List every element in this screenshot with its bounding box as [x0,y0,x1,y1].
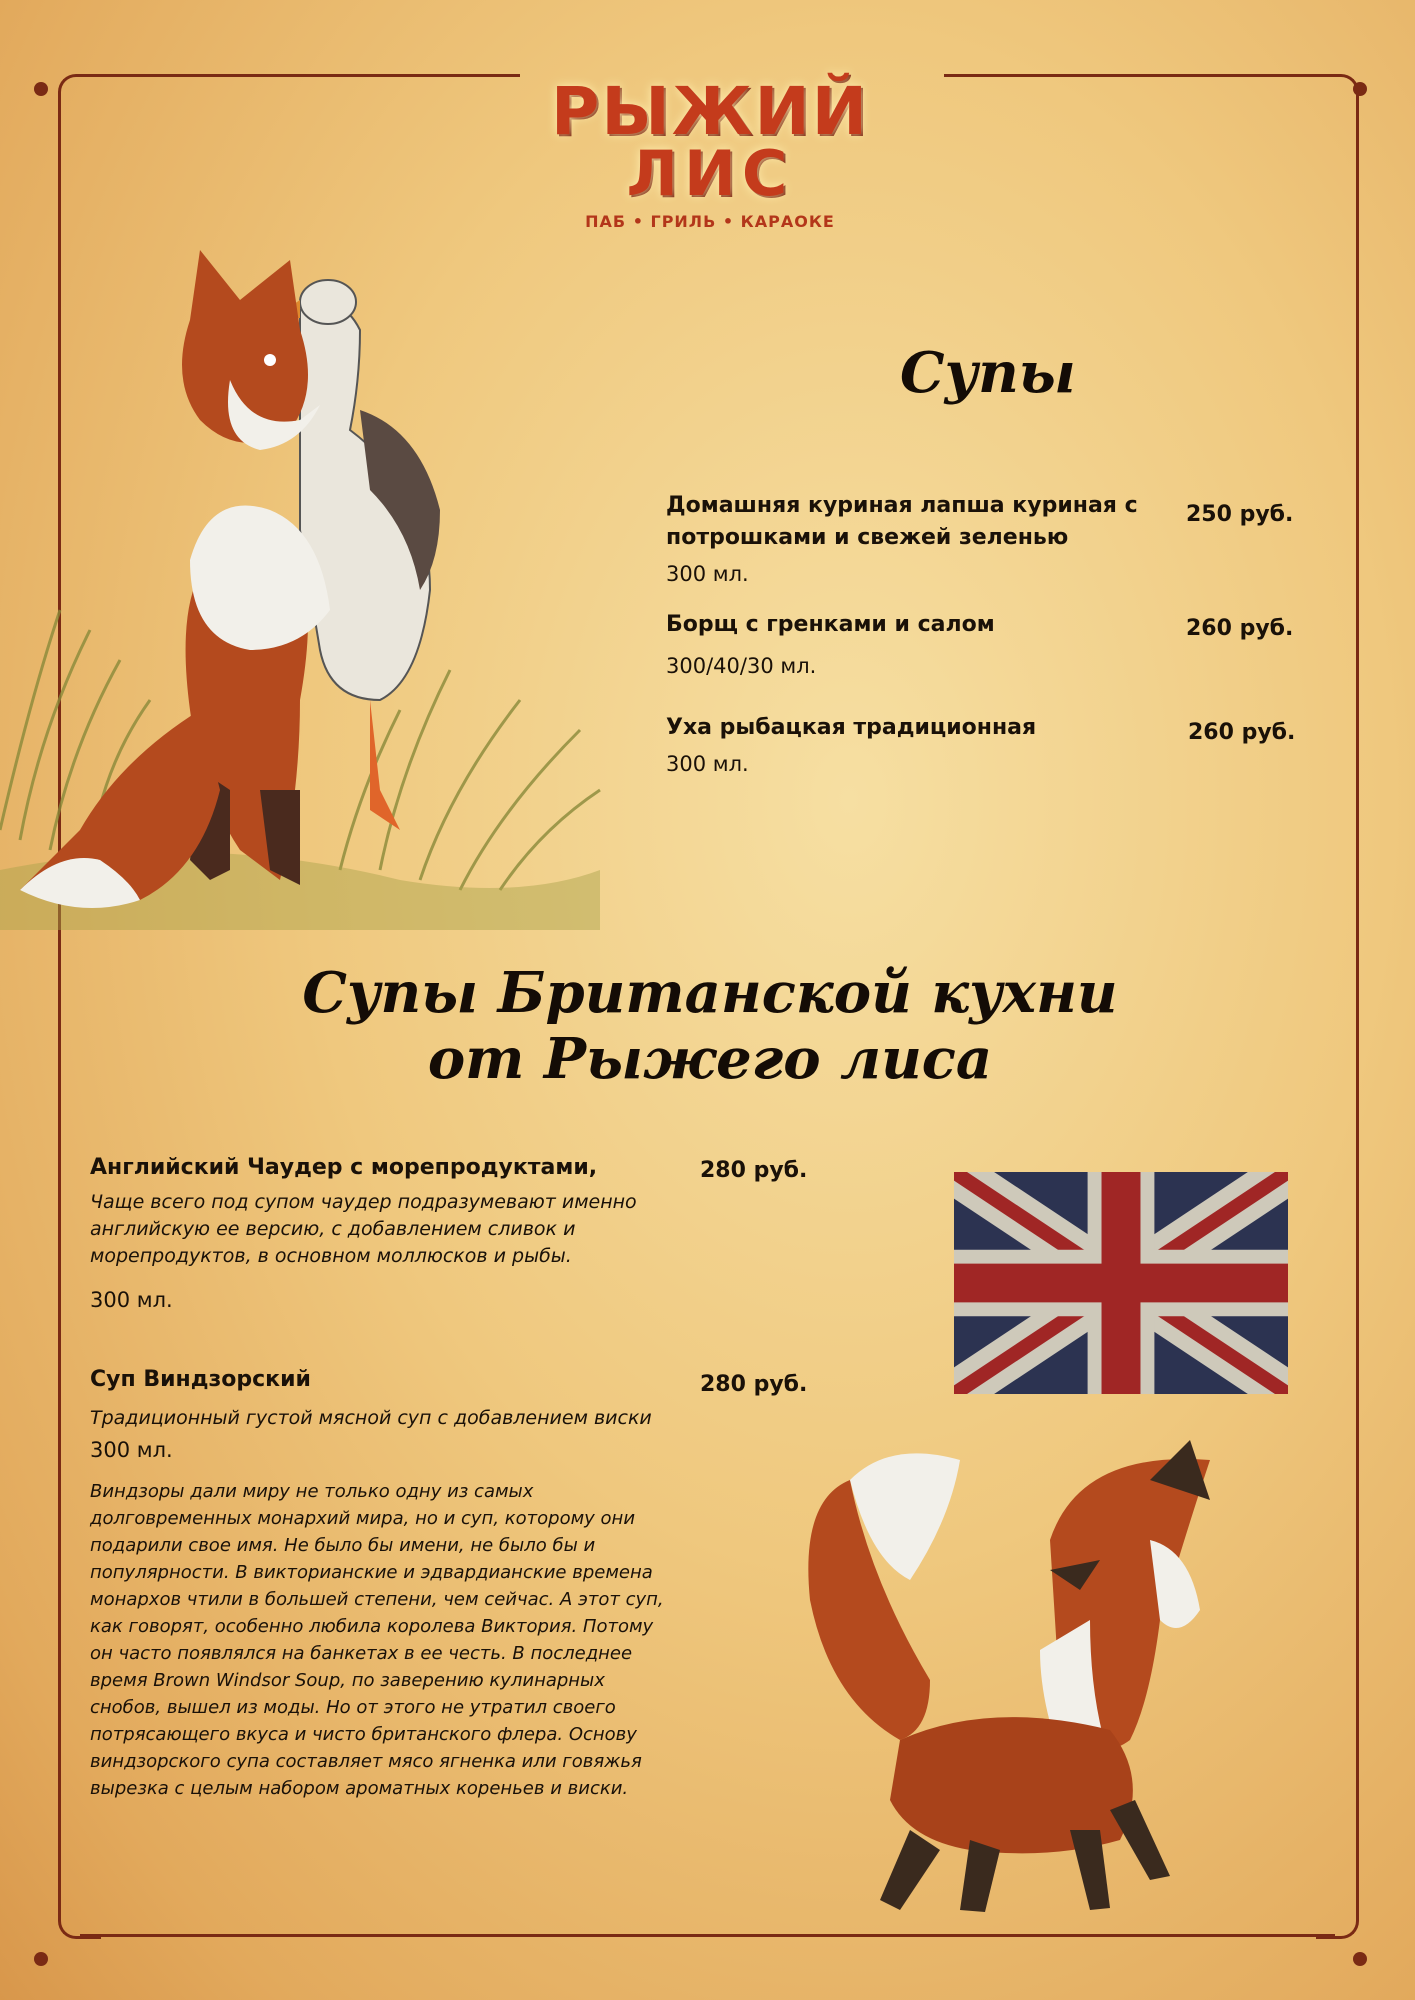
frame-corner-tr [1316,74,1359,117]
section-title-british-soups [280,960,1140,1092]
soup-item-1-price: 250 руб. [1186,502,1294,527]
british-item-2-name: Суп Виндзорский [90,1367,311,1392]
brand-tagline: ПАБ • ГРИЛЬ • КАРАОКЕ [585,212,835,231]
section-title-soups: Супы [900,340,1076,406]
soup-item-1-volume: 300 мл. [666,562,749,586]
frame-corner-bl [58,1896,101,1939]
howling-fox-illustration [790,1440,1250,1920]
british-item-2-price: 280 руб. [700,1372,808,1397]
frame-dot-bl [34,1952,48,1966]
british-item-1-description: Чаще всего под супом чаудер подразумевают именно английскую ее версию, с добавлением сливок и морепродуктов, в основном моллюсков и рыбы. [90,1191,637,1267]
union-jack-flag-image [954,1172,1288,1394]
soup-item-1-name: Домашняя куриная лапша куриная с потрошками и свежей зеленью [666,493,1138,550]
fox-hugging-goose-illustration [0,230,620,930]
section-title-british-line1: Супы Британской кухни [302,960,1118,1026]
british-item-1-volume: 300 мл. [90,1288,173,1312]
british-item-1-price: 280 руб. [700,1158,808,1183]
frame-top-right [944,74,1334,77]
soup-item-2-volume: 300/40/30 мл. [666,654,817,678]
british-item-1-name: Английский Чаудер с морепродуктами, [90,1155,598,1180]
brand-name-line2: ЛИС [626,137,794,210]
soup-item-2-name: Борщ с гренками и салом [666,612,995,637]
british-item-2-story: Виндзоры дали миру не только одну из самых долговременных монархий мира, но и суп, которому они подарили свое имя. Не было бы имени, не было бы и популярности. В викторианские и эдвардианские времена монархов чтили в большей степени, чем сейчас. А этот суп, как говорят, особенно любила королева Виктория. Потому он часто появлялся на банкетах в ее честь. В последнее время Brown Windsor Soup, по заверению кулинарных снобов, вышел из моды. Но от этого не утратил своего потрясающего вкуса и чисто британского флера. Основу виндзорского супа составляет мясо ягненка или говяжья вырезка с целым набором ароматных кореньев и виски. [90,1481,664,1799]
frame-dot-tl [34,82,48,96]
frame-corner-tl [58,74,101,117]
british-item-2-description: Традиционный густой мясной суп с добавлением виски [90,1407,652,1429]
frame-corner-br [1316,1896,1359,1939]
frame-top-left [80,74,520,77]
british-item-2-volume: 300 мл. [90,1438,173,1462]
frame-dot-tr [1353,82,1367,96]
brand-name-line1: РЫЖИЙ [550,73,870,150]
frame-dot-br [1353,1952,1367,1966]
brand-logo [540,73,880,231]
frame-bottom [80,1934,1335,1937]
soup-item-3-volume: 300 мл. [666,752,749,776]
soup-item-3-price: 260 руб. [1188,720,1296,745]
section-title-british-line2: от Рыжего лиса [427,1026,993,1092]
frame-right [1356,110,1359,1910]
soup-item-2-price: 260 руб. [1186,616,1294,641]
soup-item-3-name: Уха рыбацкая традиционная [666,715,1037,740]
